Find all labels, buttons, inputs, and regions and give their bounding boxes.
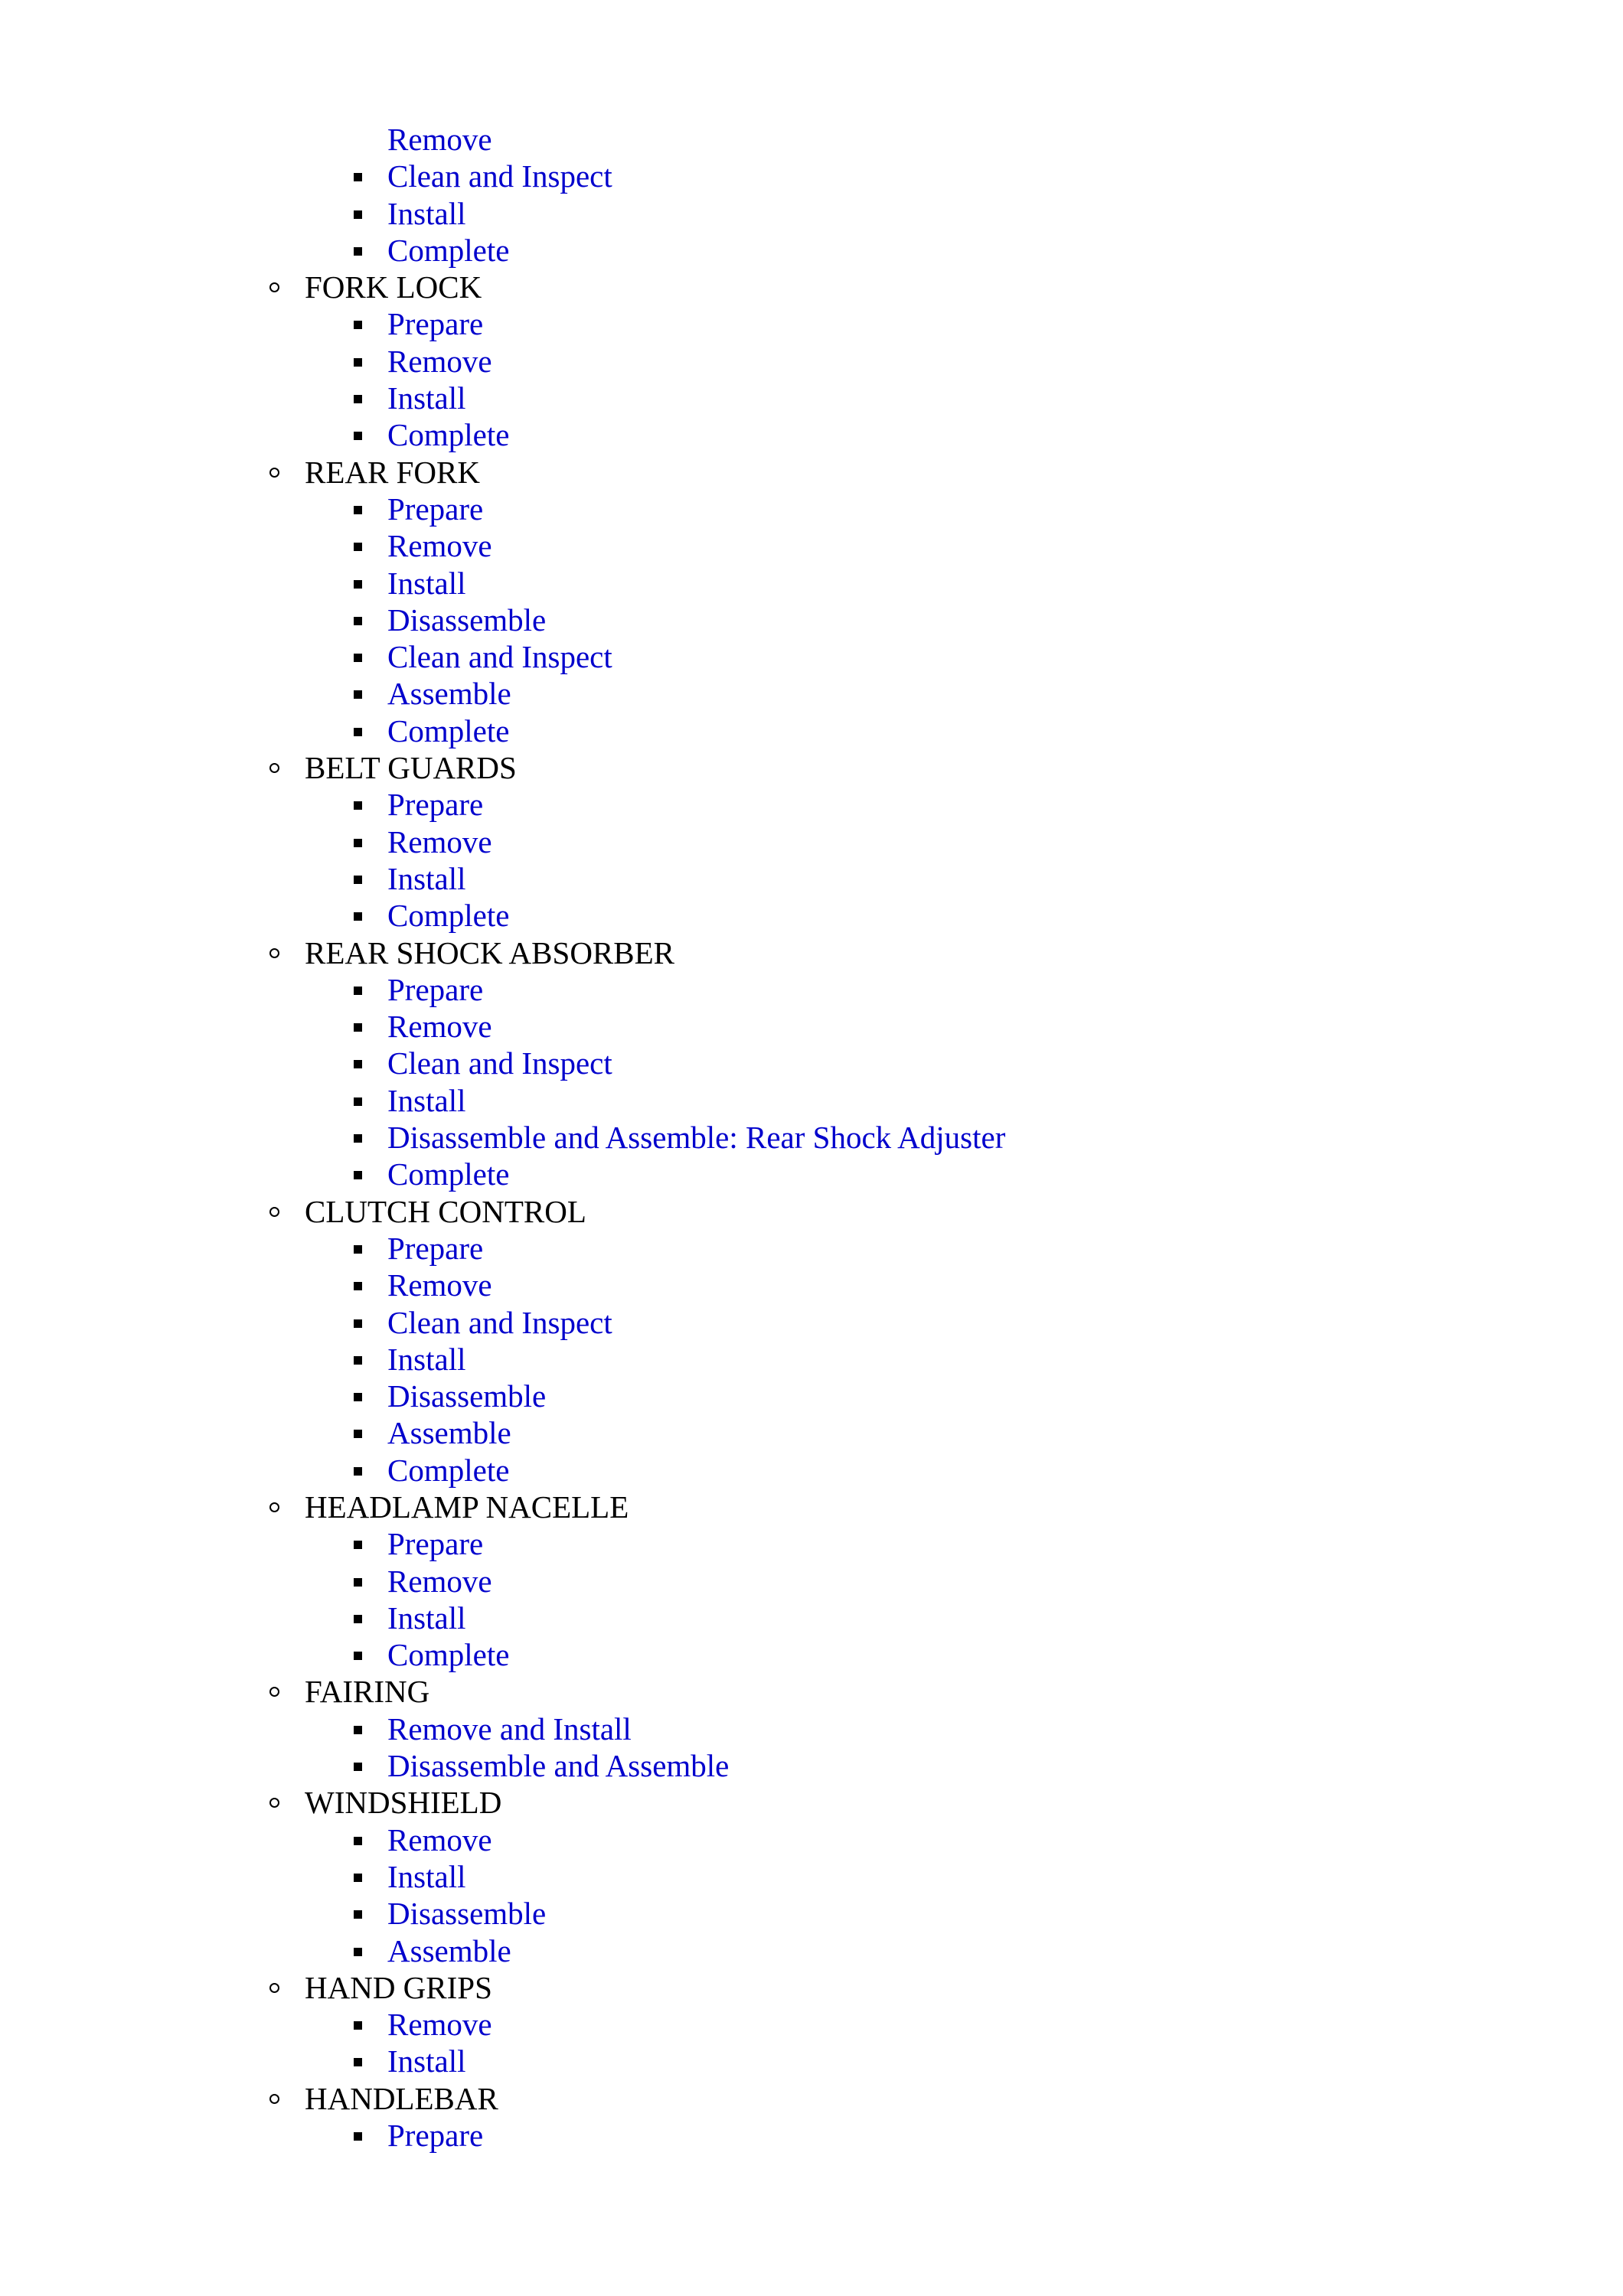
procedure-link-item[interactable] [0, 1008, 1623, 1045]
square-bullet-icon [354, 654, 362, 662]
procedure-link-item[interactable] [0, 1045, 1623, 1081]
procedure-link-item[interactable] [0, 860, 1623, 897]
procedure-link-item[interactable] [0, 1156, 1623, 1192]
square-bullet-icon [354, 1245, 362, 1254]
procedure-index-list [0, 121, 1623, 2154]
section-title: FAIRING [305, 1674, 430, 1710]
square-bullet-icon [354, 839, 362, 847]
procedure-link[interactable]: Complete [387, 1452, 510, 1488]
procedure-link-item[interactable] [0, 158, 1623, 194]
procedure-link[interactable]: Install [387, 380, 466, 416]
section-title: CLUTCH CONTROL [305, 1193, 586, 1229]
square-bullet-icon [354, 1874, 362, 1882]
procedure-link[interactable]: Assemble [387, 1932, 511, 1968]
procedure-link-item[interactable] [0, 602, 1623, 638]
procedure-link-item[interactable] [0, 416, 1623, 453]
procedure-link[interactable]: Install [387, 1082, 466, 1118]
procedure-link[interactable]: Remove and Install [387, 1711, 632, 1746]
procedure-link[interactable]: Install [387, 2043, 466, 2079]
square-bullet-icon [354, 395, 362, 403]
square-bullet-icon [354, 987, 362, 995]
square-bullet-icon [354, 543, 362, 551]
circle-bullet-icon [269, 1983, 279, 1993]
section-title: BELT GUARDS [305, 750, 517, 786]
procedure-link-item[interactable] [0, 305, 1623, 342]
square-bullet-icon [354, 1763, 362, 1771]
circle-bullet-icon [269, 1207, 279, 1217]
procedure-link[interactable]: Remove [387, 2007, 492, 2043]
procedure-link[interactable]: Install [387, 1600, 466, 1636]
square-bullet-icon [354, 1060, 362, 1068]
procedure-link-item[interactable] [0, 713, 1623, 749]
procedure-link[interactable]: Prepare [387, 971, 484, 1007]
procedure-link[interactable]: Remove [387, 1563, 492, 1599]
procedure-link-item[interactable] [0, 675, 1623, 712]
circle-bullet-icon [269, 282, 279, 292]
procedure-link-item[interactable] [0, 1895, 1623, 1932]
procedure-link[interactable]: Prepare [387, 306, 484, 342]
procedure-link-item[interactable] [0, 121, 1623, 158]
square-bullet-icon [354, 1097, 362, 1106]
procedure-link-item[interactable] [0, 897, 1623, 934]
procedure-link-item[interactable] [0, 1636, 1623, 1673]
procedure-link-item[interactable] [0, 1711, 1623, 1747]
square-bullet-icon [354, 432, 362, 440]
procedure-link-item[interactable] [0, 971, 1623, 1008]
square-bullet-icon [354, 210, 362, 219]
procedure-link[interactable]: Remove [387, 343, 492, 379]
procedure-link[interactable]: Remove [387, 1821, 492, 1857]
procedure-link[interactable]: Clean and Inspect [387, 158, 612, 194]
procedure-link[interactable]: Disassemble [387, 1378, 547, 1414]
square-bullet-icon [354, 1282, 362, 1290]
procedure-link-item[interactable] [0, 1932, 1623, 1969]
square-bullet-icon [354, 358, 362, 367]
section-title: REAR FORK [305, 454, 480, 490]
procedure-link-item[interactable] [0, 1821, 1623, 1858]
procedure-link-item[interactable] [0, 638, 1623, 675]
procedure-link-item[interactable] [0, 1304, 1623, 1341]
procedure-link[interactable]: Complete [387, 1156, 510, 1192]
square-bullet-icon [354, 1541, 362, 1549]
section-heading [0, 454, 1623, 491]
procedure-link-item[interactable] [0, 1600, 1623, 1636]
square-bullet-icon [354, 1430, 362, 1438]
procedure-link-item[interactable] [0, 1082, 1623, 1119]
square-bullet-icon [354, 580, 362, 589]
square-bullet-icon [354, 1615, 362, 1623]
procedure-link[interactable]: Complete [387, 232, 510, 268]
section-heading [0, 1193, 1623, 1230]
procedure-link[interactable]: Install [387, 1341, 466, 1377]
section-heading [0, 934, 1623, 971]
procedure-link-item[interactable] [0, 2117, 1623, 2154]
section-heading [0, 269, 1623, 305]
square-bullet-icon [354, 1726, 362, 1734]
square-bullet-icon [354, 1319, 362, 1328]
procedure-link[interactable]: Clean and Inspect [387, 1045, 612, 1081]
section-title: HANDLEBAR [305, 2080, 498, 2116]
procedure-link-item[interactable] [0, 1119, 1623, 1156]
procedure-link-item[interactable] [0, 2043, 1623, 2079]
section-heading [0, 1784, 1623, 1821]
procedure-link-item[interactable] [0, 565, 1623, 602]
circle-bullet-icon [269, 1687, 279, 1697]
square-bullet-icon [354, 1652, 362, 1660]
procedure-link-item[interactable] [0, 1341, 1623, 1378]
procedure-link-item[interactable] [0, 343, 1623, 380]
square-bullet-icon [354, 728, 362, 736]
section-title: HAND GRIPS [305, 1969, 492, 2005]
square-bullet-icon [354, 690, 362, 699]
procedure-link-item[interactable] [0, 232, 1623, 269]
square-bullet-icon [354, 173, 362, 181]
square-bullet-icon [354, 1910, 362, 1919]
section-heading [0, 2080, 1623, 2117]
procedure-link[interactable]: Disassemble [387, 1896, 547, 1932]
procedure-link[interactable]: Install [387, 1858, 466, 1894]
procedure-link[interactable]: Complete [387, 898, 510, 934]
square-bullet-icon [354, 1393, 362, 1401]
square-bullet-icon [354, 1023, 362, 1032]
procedure-link[interactable]: Complete [387, 713, 510, 748]
square-bullet-icon [354, 1948, 362, 1956]
square-bullet-icon [354, 1837, 362, 1845]
procedure-link-item[interactable] [0, 786, 1623, 823]
square-bullet-icon [354, 506, 362, 514]
procedure-link[interactable]: Remove [387, 823, 492, 859]
procedure-link-item[interactable] [0, 380, 1623, 416]
procedure-link[interactable]: Install [387, 860, 466, 896]
section-heading [0, 749, 1623, 786]
procedure-link-item[interactable] [0, 195, 1623, 232]
procedure-link-item[interactable] [0, 823, 1623, 860]
procedure-link[interactable]: Clean and Inspect [387, 1304, 612, 1340]
section-heading [0, 1673, 1623, 1710]
circle-bullet-icon [269, 1798, 279, 1808]
procedure-link[interactable]: Prepare [387, 491, 484, 527]
procedure-link-item[interactable] [0, 1525, 1623, 1562]
square-bullet-icon [354, 1356, 362, 1365]
procedure-link[interactable]: Disassemble and Assemble: Rear Shock Adjuster [387, 1120, 1006, 1156]
square-bullet-icon [354, 912, 362, 921]
circle-bullet-icon [269, 1502, 279, 1512]
square-bullet-icon [354, 247, 362, 256]
procedure-link[interactable]: Remove [387, 1267, 492, 1303]
square-bullet-icon [354, 617, 362, 625]
circle-bullet-icon [269, 948, 279, 958]
square-bullet-icon [354, 321, 362, 329]
square-bullet-icon [354, 2132, 362, 2141]
section-title: WINDSHIELD [305, 1785, 502, 1821]
procedure-link[interactable]: Prepare [387, 787, 484, 823]
procedure-link-item[interactable] [0, 491, 1623, 527]
square-bullet-icon [354, 801, 362, 810]
procedure-link[interactable]: Disassemble [387, 602, 547, 638]
procedure-link[interactable]: Install [387, 195, 466, 231]
procedure-link[interactable]: Assemble [387, 676, 511, 712]
section-title: REAR SHOCK ABSORBER [305, 934, 675, 970]
procedure-link-item[interactable] [0, 1858, 1623, 1895]
procedure-link-item[interactable] [0, 1747, 1623, 1784]
procedure-link[interactable]: Clean and Inspect [387, 639, 612, 675]
procedure-link[interactable]: Install [387, 565, 466, 601]
procedure-link-item[interactable] [0, 1267, 1623, 1303]
procedure-link[interactable]: Complete [387, 417, 510, 453]
square-bullet-icon [354, 2058, 362, 2066]
square-bullet-icon [354, 1467, 362, 1476]
section-title: FORK LOCK [305, 269, 482, 305]
procedure-link[interactable]: Remove [387, 528, 492, 564]
circle-bullet-icon [269, 2094, 279, 2104]
procedure-link-item[interactable] [0, 1378, 1623, 1414]
procedure-link[interactable]: Remove [387, 122, 492, 157]
procedure-link[interactable]: Assemble [387, 1415, 511, 1451]
procedure-link-item[interactable] [0, 1563, 1623, 1600]
procedure-link[interactable]: Prepare [387, 2118, 484, 2154]
procedure-link-item[interactable] [0, 527, 1623, 564]
square-bullet-icon [354, 2021, 362, 2030]
square-bullet-icon [354, 1171, 362, 1179]
procedure-link-item[interactable] [0, 1452, 1623, 1489]
procedure-link[interactable]: Complete [387, 1637, 510, 1673]
procedure-link-item[interactable] [0, 1414, 1623, 1451]
procedure-link[interactable]: Prepare [387, 1526, 484, 1562]
procedure-link-item[interactable] [0, 2006, 1623, 2043]
section-heading [0, 1969, 1623, 2006]
square-bullet-icon [354, 1134, 362, 1143]
circle-bullet-icon [269, 763, 279, 773]
square-bullet-icon [354, 1578, 362, 1587]
circle-bullet-icon [269, 468, 279, 478]
section-title: HEADLAMP NACELLE [305, 1489, 629, 1525]
section-heading [0, 1489, 1623, 1525]
procedure-link[interactable]: Remove [387, 1009, 492, 1045]
square-bullet-icon [354, 876, 362, 884]
procedure-link[interactable]: Prepare [387, 1230, 484, 1266]
procedure-link[interactable]: Disassemble and Assemble [387, 1748, 730, 1784]
procedure-link-item[interactable] [0, 1230, 1623, 1267]
